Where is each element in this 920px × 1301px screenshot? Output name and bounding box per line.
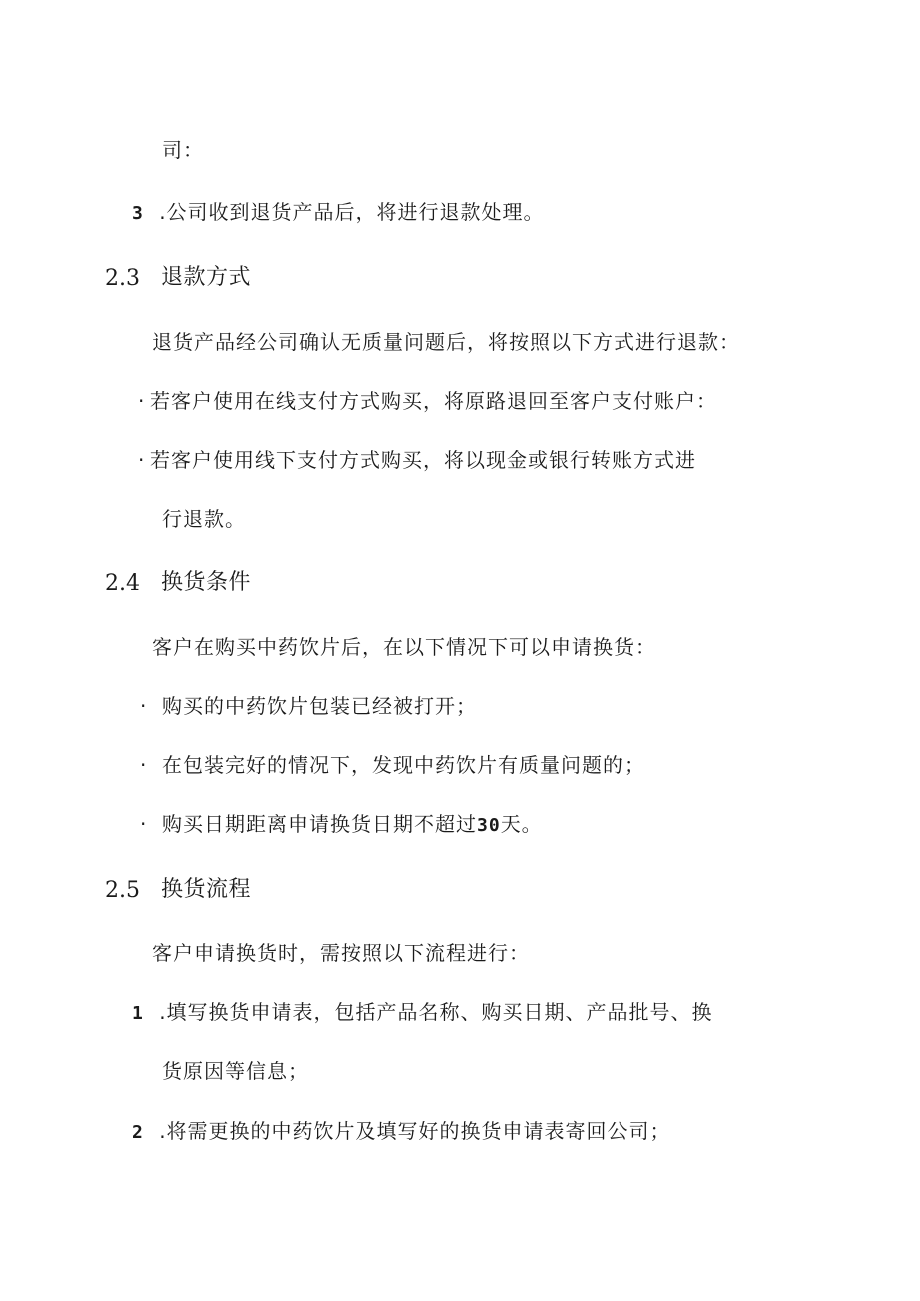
continuation-line: 司：	[162, 138, 204, 162]
process-step-1	[132, 998, 713, 1028]
item-text: 若客户使用在线支付方式购买，将原路退回至客户支付账户：	[150, 389, 717, 413]
day-limit-number: 30	[477, 815, 501, 836]
bullet: ·	[140, 753, 148, 777]
bullet: ·	[138, 389, 146, 413]
exchange-condition-item	[140, 751, 645, 779]
step-text: .公司收到退货产品后，将进行退款处理。	[159, 200, 545, 224]
bullet: ·	[140, 812, 148, 836]
section-number: 2.5	[105, 878, 140, 903]
bullet: ·	[140, 694, 148, 718]
item-text: 若客户使用线下支付方式购买，将以现金或银行转账方式进	[150, 448, 696, 472]
step-text: .填写换货申请表，包括产品名称、购买日期、产品批号、换	[159, 1000, 713, 1024]
refund-intro: 退货产品经公司确认无质量问题后，将按照以下方式进行退款：	[152, 330, 740, 354]
section-number: 2.4	[105, 571, 140, 596]
step-number: 3	[132, 203, 144, 224]
section-title: 换货流程	[161, 877, 252, 902]
refund-step-3	[132, 198, 545, 228]
exchange-condition-item	[140, 692, 477, 720]
bullet: ·	[138, 448, 146, 472]
item-text: 在包装完好的情况下，发现中药饮片有质量问题的；	[162, 753, 645, 777]
step-text-continuation: 货原因等信息；	[162, 1059, 309, 1083]
process-step-2	[132, 1117, 671, 1147]
step-number: 2	[132, 1122, 144, 1143]
item-text-end: 天。	[500, 812, 543, 836]
refund-method-item	[138, 446, 696, 474]
process-intro: 客户申请换货时，需按照以下流程进行：	[152, 941, 530, 965]
step-text: .将需更换的中药饮片及填写好的换货申请表寄回公司；	[159, 1119, 671, 1143]
exchange-intro: 客户在购买中药饮片后，在以下情况下可以申请换货：	[152, 635, 656, 659]
exchange-condition-item	[140, 810, 543, 840]
step-number: 1	[132, 1003, 144, 1024]
refund-method-item	[138, 387, 717, 415]
item-text: 购买日期距离申请换货日期不超过	[162, 812, 477, 836]
section-title: 换货条件	[161, 570, 252, 595]
section-number: 2.3	[105, 266, 140, 291]
section-title: 退款方式	[161, 265, 252, 290]
item-text: 购买的中药饮片包装已经被打开；	[162, 694, 477, 718]
item-text-continuation: 行退款。	[162, 507, 246, 531]
